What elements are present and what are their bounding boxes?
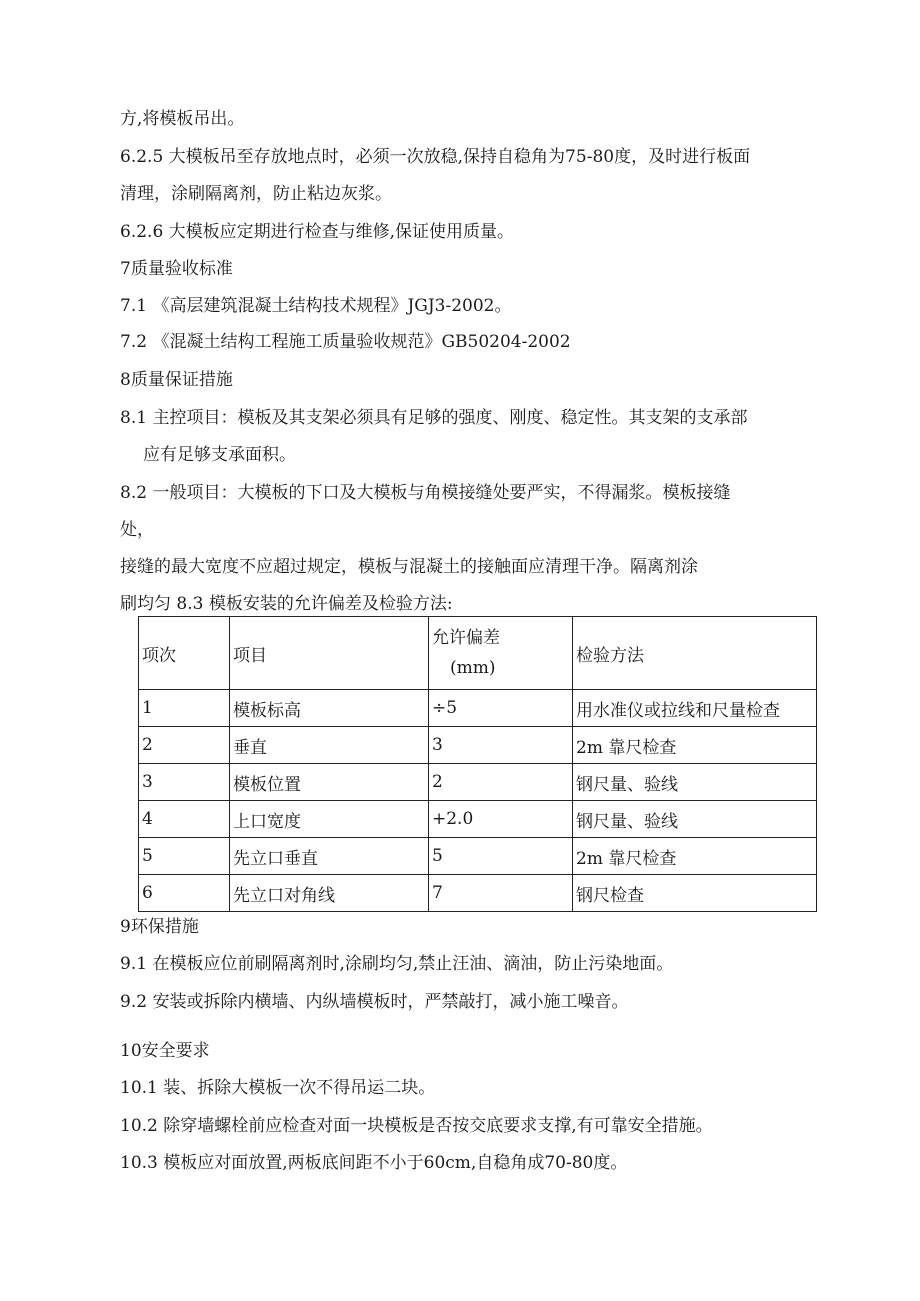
text-line: 清理，涂刷隔离剂，防止粘边灰浆。 [120, 184, 392, 204]
section-8-2: 8.2 一般项目：大模板的下口及大模板与角模接缝处要严实，不得漏浆。模板接缝 [120, 483, 731, 503]
header-method: 检验方法 [573, 617, 817, 690]
table-row [139, 764, 817, 801]
heading-9: 9环保措施 [120, 917, 199, 937]
header-tolerance-label: 允许偏差 [432, 628, 500, 648]
cell-tolerance: 5 [429, 838, 573, 875]
cell-method: 钢尺量、验线 [573, 764, 817, 801]
cell-item: 垂直 [230, 727, 429, 764]
tolerance-table [138, 616, 817, 912]
cell-tolerance: +2.0 [429, 801, 573, 838]
header-tolerance [429, 617, 573, 690]
cell-method: 2m 靠尺检查 [573, 727, 817, 764]
cell-item: 上口宽度 [230, 801, 429, 838]
cell-method: 2m 靠尺检查 [573, 838, 817, 875]
cell-method: 用水准仪或拉线和尺量检查 [573, 690, 817, 727]
header-tolerance-unit: (mm) [450, 658, 496, 678]
header-no: 项次 [139, 617, 230, 690]
cell-tolerance: 3 [429, 727, 573, 764]
cell-tolerance: 7 [429, 875, 573, 912]
header-item: 项目 [230, 617, 429, 690]
heading-7: 7质量验收标准 [120, 259, 233, 279]
section-6-2-5: 6.2.5 大模板吊至存放地点时，必须一次放稳,保持自稳角为75-80度，及时进行板面 [120, 147, 751, 167]
section-7-1: 7.1 《高层建筑混凝土结构技术规程》JGJ3-2002。 [120, 296, 512, 316]
text-line: 应有足够支承面积。 [143, 445, 296, 465]
cell-item: 模板位置 [230, 764, 429, 801]
cell-no: 3 [139, 764, 230, 801]
section-9-2: 9.2 安装或拆除内横墙、内纵墙模板时，严禁敲打，减小施工噪音。 [120, 992, 629, 1012]
section-7-2: 7.2 《混凝土结构工程施工质量验收规范》GB50204-2002 [120, 332, 571, 352]
cell-method: 钢尺检查 [573, 875, 817, 912]
cell-item: 模板标高 [230, 690, 429, 727]
cell-method: 钢尺量、验线 [573, 801, 817, 838]
table-row [139, 727, 817, 764]
cell-tolerance: ÷5 [429, 690, 573, 727]
cell-no: 1 [139, 690, 230, 727]
heading-10: 10安全要求 [120, 1041, 210, 1061]
section-6-2-6: 6.2.6 大模板应定期进行检查与维修,保证使用质量。 [120, 222, 515, 242]
cell-item: 先立口垂直 [230, 838, 429, 875]
cell-no: 4 [139, 801, 230, 838]
cell-no: 2 [139, 727, 230, 764]
text-line: 处， [120, 520, 154, 540]
section-9-1: 9.1 在模板应位前刷隔离剂时,涂刷均匀,禁止汪油、滴油，防止污染地面。 [120, 954, 674, 974]
cell-no: 6 [139, 875, 230, 912]
section-8-3-caption: 刷均匀 8.3 模板安装的允许偏差及检验方法: [120, 594, 453, 614]
cell-item: 先立口对角线 [230, 875, 429, 912]
section-10-3: 10.3 模板应对面放置,两板底间距不小于60cm,自稳角成70-80度。 [120, 1153, 628, 1173]
table-row [139, 801, 817, 838]
section-8-1: 8.1 主控项目：模板及其支架必须具有足够的强度、刚度、稳定性。其支架的支承部 [120, 408, 748, 428]
section-10-1: 10.1 装、拆除大模板一次不得吊运二块。 [120, 1078, 436, 1098]
cell-tolerance: 2 [429, 764, 573, 801]
table-row [139, 838, 817, 875]
table-row [139, 875, 817, 912]
text-line: 接缝的最大宽度不应超过规定，模板与混凝土的接触面应清理干净。隔离剂涂 [120, 557, 698, 577]
text-line: 方,将模板吊出。 [120, 109, 245, 129]
cell-no: 5 [139, 838, 230, 875]
section-10-2: 10.2 除穿墙螺栓前应检查对面一块模板是否按交底要求支撑,有可靠安全措施。 [120, 1116, 713, 1136]
heading-8: 8质量保证措施 [120, 370, 233, 390]
table-header-row [139, 617, 817, 690]
table-row [139, 690, 817, 727]
